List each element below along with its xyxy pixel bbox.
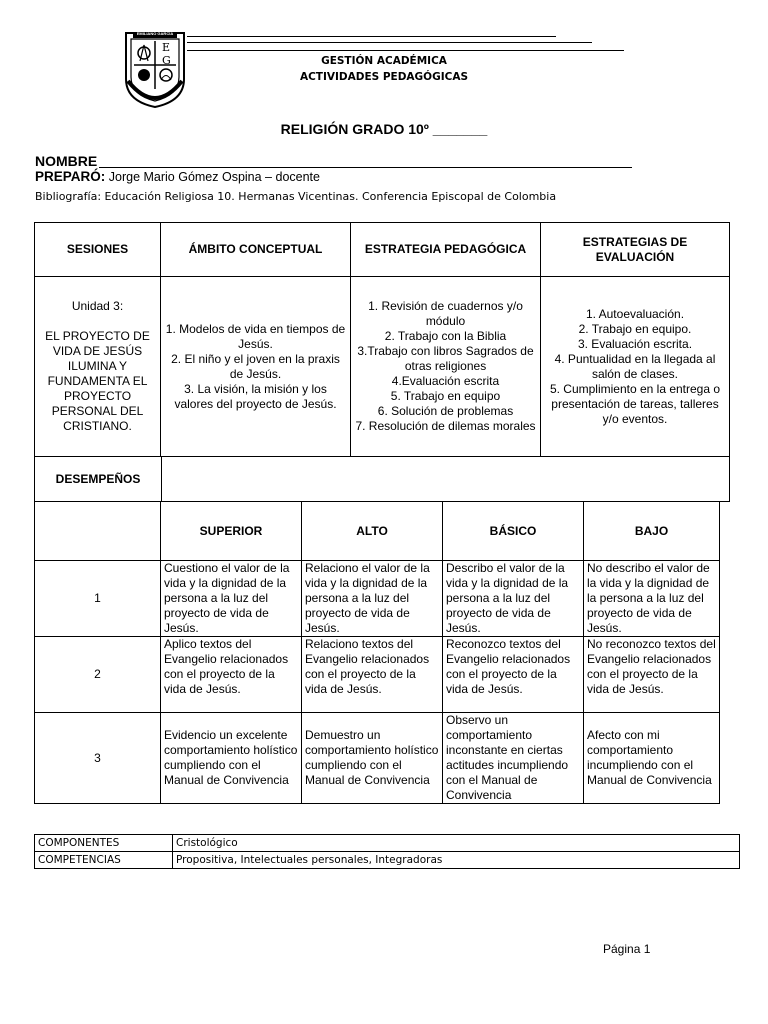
estrategia-item: 5. Trabajo en equipo: [390, 389, 501, 403]
cell-bajo: Afecto con mi comportamiento incumpliendo con el Manual de Convivencia: [584, 713, 720, 804]
competencias-value: Propositiva, Intelectuales personales, Integradoras: [173, 852, 740, 869]
header-gestion-academica: GESTIÓN ACADÉMICA: [321, 55, 447, 67]
table-row: [35, 561, 720, 637]
page-number: Página 1: [603, 942, 651, 956]
page-title: RELIGIÓN GRADO 10º _______: [280, 121, 488, 137]
ambito-cell: [161, 277, 351, 457]
table-row: [35, 637, 720, 713]
crest-letter-e: E: [162, 41, 171, 54]
estrategia-item: 4.Evaluación escrita: [391, 374, 500, 388]
cell-basico: Observo un comportamiento inconstante en ciertas actitudes incumpliendo con el Manual de Convivencia: [443, 713, 584, 804]
ambito-item: 3. La visión, la misión y los valores del proyecto de Jesús.: [174, 381, 337, 411]
componentes-value: Cristológico: [173, 835, 740, 852]
evaluacion-item: 3. Evaluación escrita.: [577, 336, 693, 351]
desempenos-band: [34, 456, 730, 502]
componentes-label: COMPONENTES: [35, 835, 173, 852]
evaluacion-cell: [541, 277, 730, 457]
cell-superior: Evidencio un excelente comportamiento holístico cumpliendo con el Manual de Convivencia: [161, 713, 302, 804]
estrategia-item: 6. Solución de problemas: [377, 404, 514, 418]
cell-alto: Demuestro un comportamiento holístico cumpliendo con el Manual de Convivencia: [302, 713, 443, 804]
cell-alto: Relaciono textos del Evangelio relacionados con el proyecto de la vida de Jesús.: [302, 637, 443, 713]
header-basico: BÁSICO: [443, 502, 584, 561]
nombre-line: [35, 153, 97, 169]
cell-bajo: No reconozco textos del Evangelio relacionados con el proyecto de la vida de Jesús.: [584, 637, 720, 713]
sesiones-tema: EL PROYECTO DE VIDA DE JESÚS ILUMINA Y FUNDAMENTA EL PROYECTO PERSONAL DEL CRISTIANO.: [45, 329, 150, 433]
cell-basico: Describo el valor de la vida y la dignidad de la persona a la luz del proyecto de vida de Jesús.: [443, 561, 584, 637]
sesiones-cell: [35, 277, 161, 457]
cell-basico: Reconozco textos del Evangelio relacionados con el proyecto de la vida de Jesús.: [443, 637, 584, 713]
summary-table: [34, 834, 740, 869]
header-rule-1: [187, 36, 556, 37]
crest-banner-text: EMILIANO GARCÍA: [136, 31, 174, 36]
header-estrategias-evaluacion: ESTRATEGIAS DE EVALUACIÓN: [541, 223, 730, 277]
header-rule-3: [187, 50, 624, 51]
preparo-line: [35, 169, 320, 184]
estrategia-item: 7. Resolución de dilemas morales: [355, 419, 536, 433]
evaluacion-item: 5. Cumplimiento en la entrega o presentación de tareas, talleres y/o eventos.: [549, 381, 721, 426]
nombre-underline: [99, 167, 632, 168]
school-crest-logo: [124, 31, 186, 109]
row-number: 2: [35, 637, 161, 713]
evaluacion-item: 4. Puntualidad en la llegada al salón de clases.: [554, 351, 716, 381]
preparo-label: PREPARÓ:: [35, 169, 106, 184]
cell-superior: Cuestiono el valor de la vida y la dignidad de la persona a la luz del proyecto de vida de Jesús.: [161, 561, 302, 637]
bibliografia: Bibliografía: Educación Religiosa 10. Hermanas Vicentinas. Conferencia Episcopal de Colombia: [35, 190, 557, 203]
cell-bajo: No describo el valor de la vida y la dignidad de la persona a la luz del proyecto de vida de Jesús.: [584, 561, 720, 637]
desempenos-corner-cell: [35, 502, 161, 561]
desempenos-label: DESEMPEÑOS: [35, 456, 162, 501]
sesiones-unidad: Unidad 3:: [71, 299, 124, 313]
preparo-value: Jorge Mario Gómez Ospina – docente: [108, 170, 320, 184]
cell-alto: Relaciono el valor de la vida y la dignidad de la persona a la luz del proyecto de vida de Jesús.: [302, 561, 443, 637]
table-row: [35, 852, 740, 869]
header-estrategia-pedagogica: ESTRATEGIA PEDAGÓGICA: [351, 223, 541, 277]
header-superior: SUPERIOR: [161, 502, 302, 561]
estrategia-item: 3.Trabajo con libros Sagrados de otras religiones: [357, 344, 534, 373]
row-number: 1: [35, 561, 161, 637]
ambito-item: 2. El niño y el joven en la praxis de Jesús.: [171, 351, 340, 381]
header-alto: ALTO: [302, 502, 443, 561]
header-sesiones: SESIONES: [35, 223, 161, 277]
crest-letter-g: G: [162, 54, 171, 67]
row-number: 3: [35, 713, 161, 804]
competencias-label: COMPETENCIAS: [35, 852, 173, 869]
estrategia-item: 1. Revisión de cuadernos y/o módulo: [368, 299, 523, 328]
estrategia-cell: [351, 277, 541, 457]
estrategia-item: 2. Trabajo con la Biblia: [384, 329, 507, 343]
cell-superior: Aplico textos del Evangelio relacionados con el proyecto de la vida de Jesús.: [161, 637, 302, 713]
header-ambito-conceptual: ÁMBITO CONCEPTUAL: [161, 223, 351, 277]
table-row: [35, 713, 720, 804]
nombre-label: NOMBRE: [35, 153, 98, 169]
header-bajo: BAJO: [584, 502, 720, 561]
evaluacion-item: 1. Autoevaluación.: [585, 306, 685, 321]
desempenos-table: [34, 501, 720, 804]
plan-table: [34, 222, 730, 457]
ambito-item: 1. Modelos de vida en tiempos de Jesús.: [165, 321, 346, 351]
header-actividades-pedagogicas: ACTIVIDADES PEDAGÓGICAS: [299, 71, 469, 83]
table-row: [35, 835, 740, 852]
header-rule-2: [187, 42, 592, 43]
evaluacion-item: 2. Trabajo en equipo.: [578, 321, 692, 336]
